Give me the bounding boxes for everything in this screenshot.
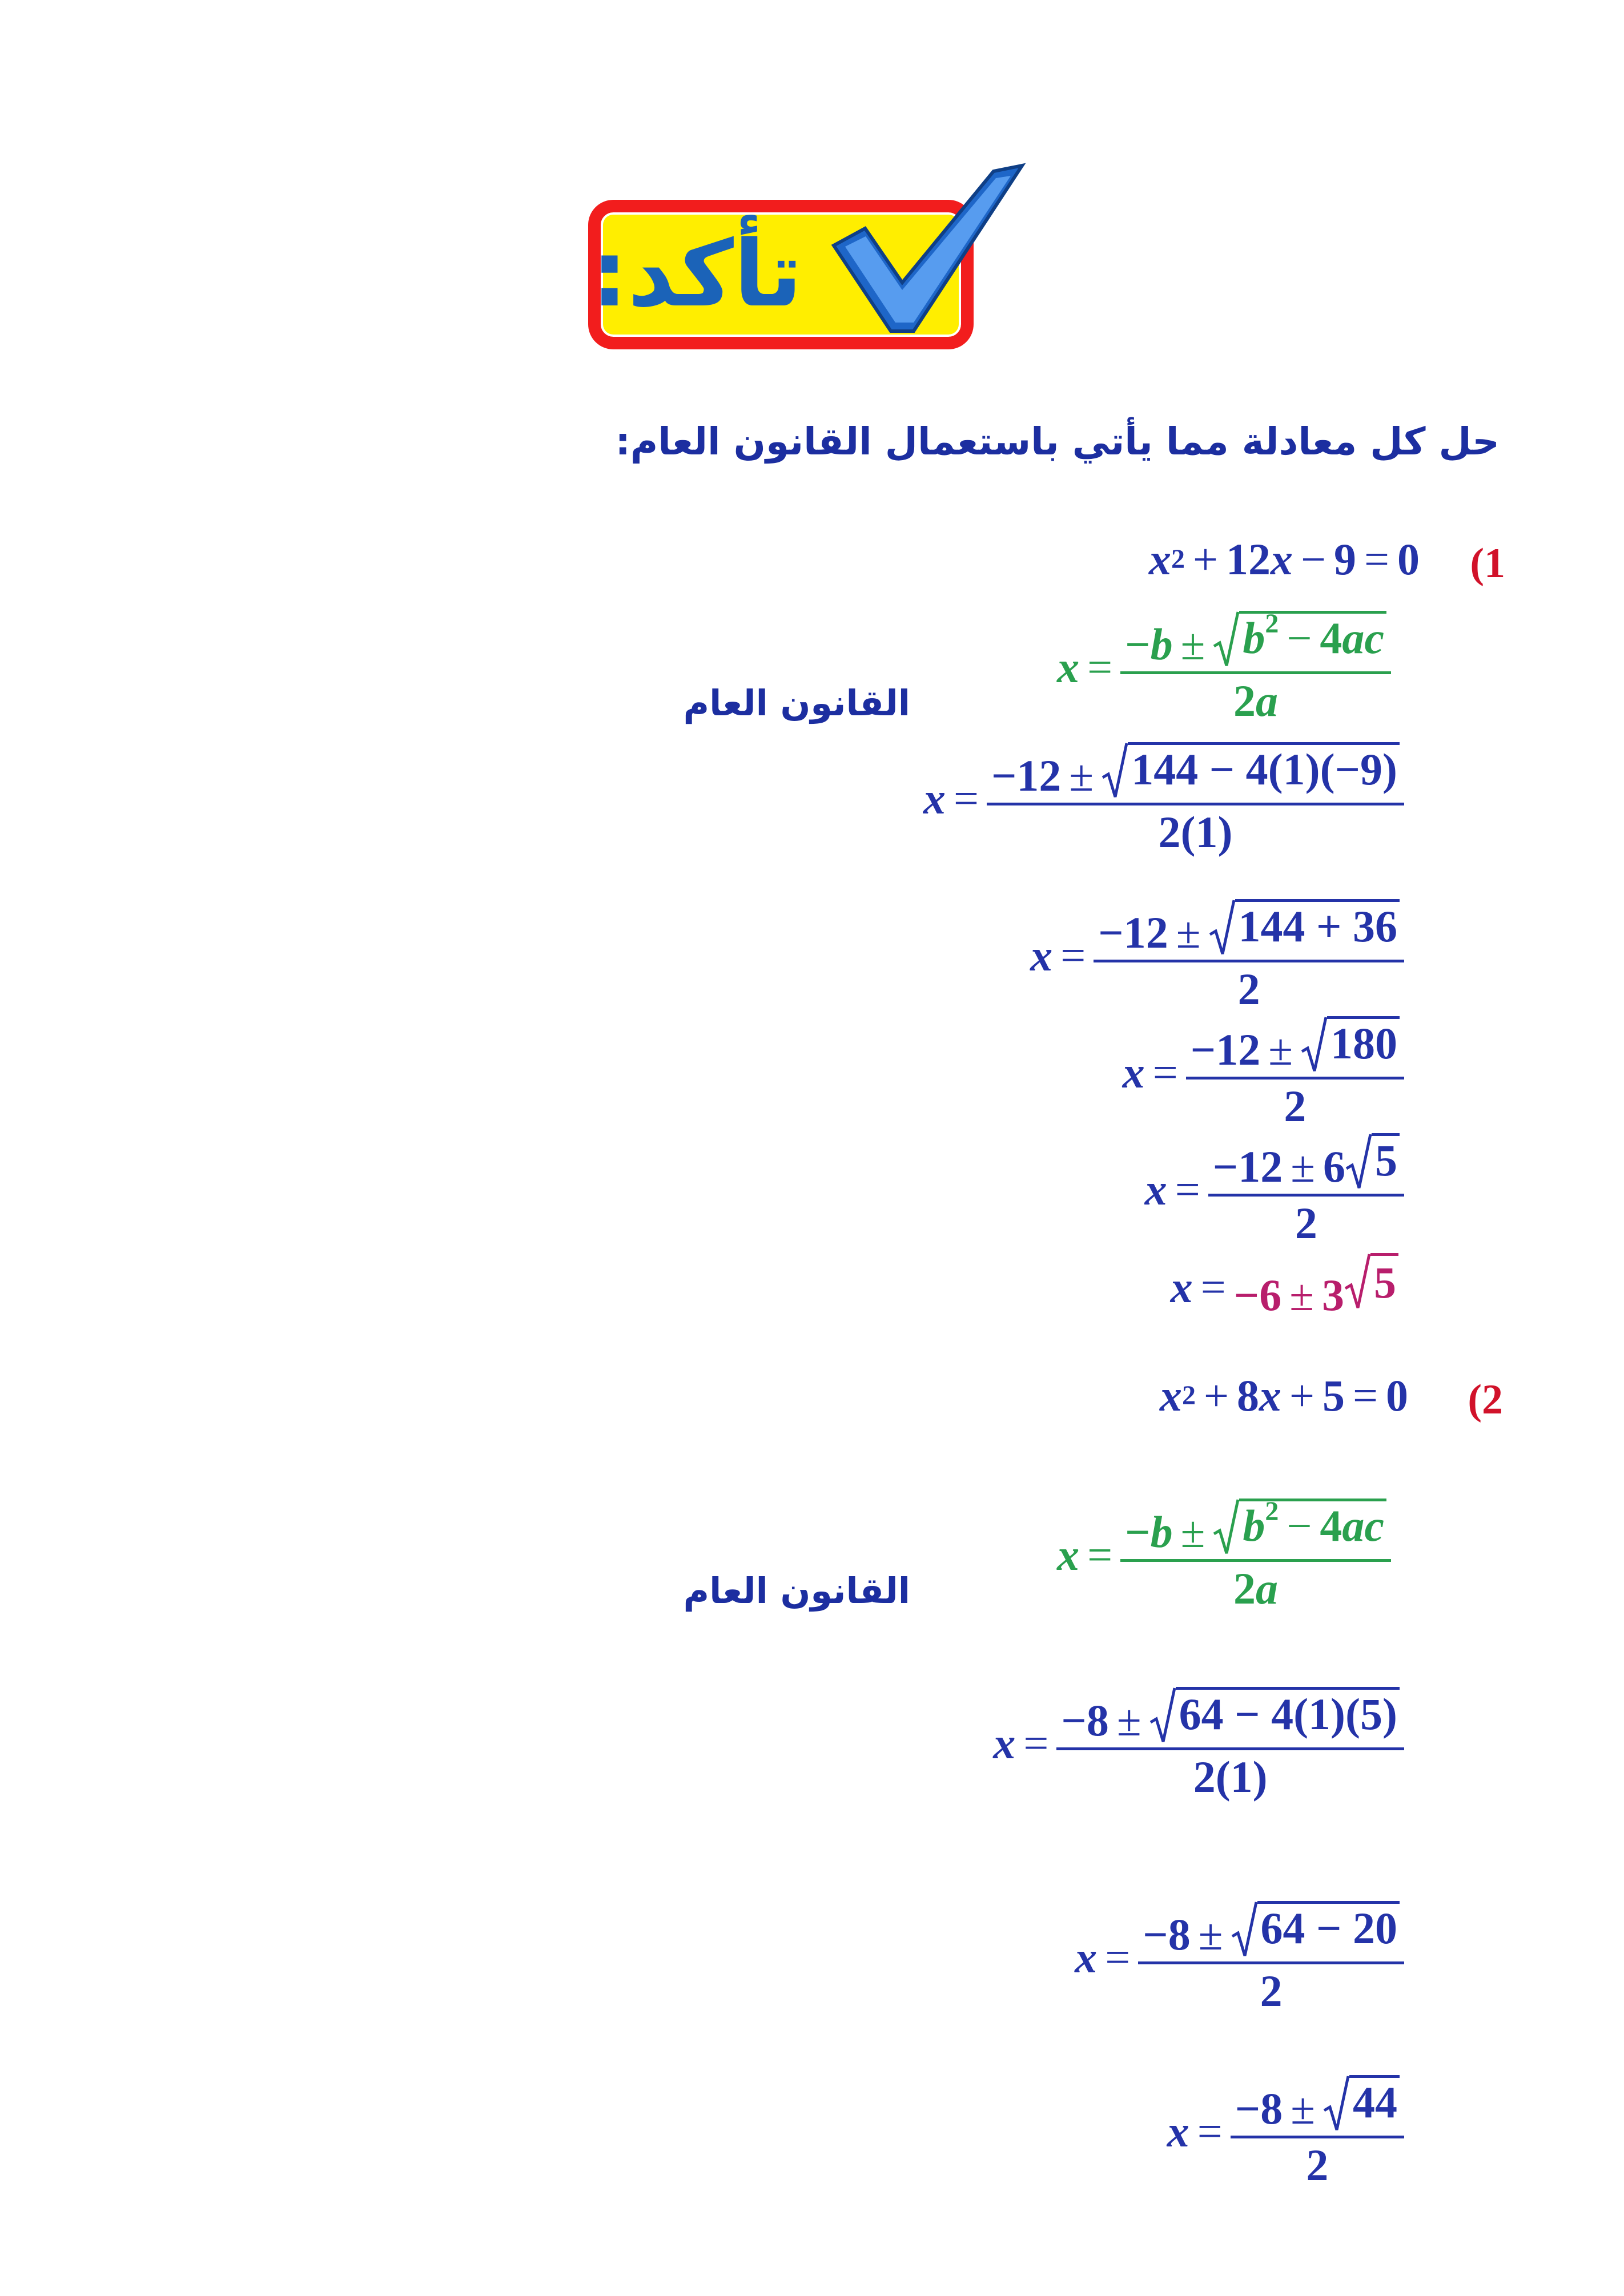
formula-label-1: القانون العام bbox=[683, 682, 910, 724]
problem-1-step-2: x = − 12 ± 144 + 36 2 bbox=[1030, 899, 1404, 1013]
radical-sign bbox=[1301, 1016, 1327, 1073]
formula-label-2: القانون العام bbox=[683, 1570, 910, 1612]
header-badge bbox=[588, 200, 974, 349]
problem-2-step-3: x = − 8 ± 44 2 bbox=[1167, 2075, 1404, 2189]
problem-2-general-formula: x = − b ± $b^2 - 4ac$ 2a bbox=[1057, 1499, 1391, 1612]
problem-2-step-2: x = − 8 ± 64 − 20 2 bbox=[1075, 1901, 1404, 2015]
radical-sign bbox=[1213, 611, 1239, 668]
radical-sign bbox=[1323, 2075, 1349, 2132]
problem-1-step-1: x = − 12 ± 144 − 4(1)(−9) 2(1) bbox=[923, 742, 1404, 856]
problem-1-number: (1 bbox=[1470, 540, 1505, 587]
problem-1-answer: x = −6 ± 3 5 bbox=[1171, 1253, 1398, 1321]
problem-1-equation: x 2 + 12 x − 9 = 0 bbox=[1149, 534, 1420, 584]
header-title: تأكد: bbox=[591, 220, 802, 327]
radical-sign bbox=[1344, 1253, 1370, 1310]
problem-1-general-formula: x = − b ± $b^2 - 4ac$ 2a bbox=[1057, 611, 1391, 724]
instruction-text: حل كل معادلة مما يأتي باستعمال القانون العام: bbox=[615, 420, 1500, 464]
check-icon bbox=[822, 160, 1034, 337]
problem-1-step-3: x = − 12 ± 180 2 bbox=[1123, 1016, 1404, 1130]
problem-2-step-1: x = − 8 ± 64 − 4(1)(5) 2(1) bbox=[993, 1687, 1404, 1800]
radical-sign bbox=[1231, 1901, 1257, 1958]
radical-sign bbox=[1209, 899, 1235, 956]
radical-sign bbox=[1149, 1687, 1176, 1744]
radical-sign bbox=[1102, 742, 1128, 799]
problem-2-equation: x 2 + 8 x + 5 = 0 bbox=[1160, 1371, 1408, 1420]
problem-2-number: (2 bbox=[1468, 1376, 1503, 1423]
problem-1-step-4: x = − 12 ± 6 5 2 bbox=[1145, 1133, 1404, 1247]
radical-sign bbox=[1345, 1133, 1372, 1190]
radical-sign bbox=[1213, 1499, 1239, 1556]
